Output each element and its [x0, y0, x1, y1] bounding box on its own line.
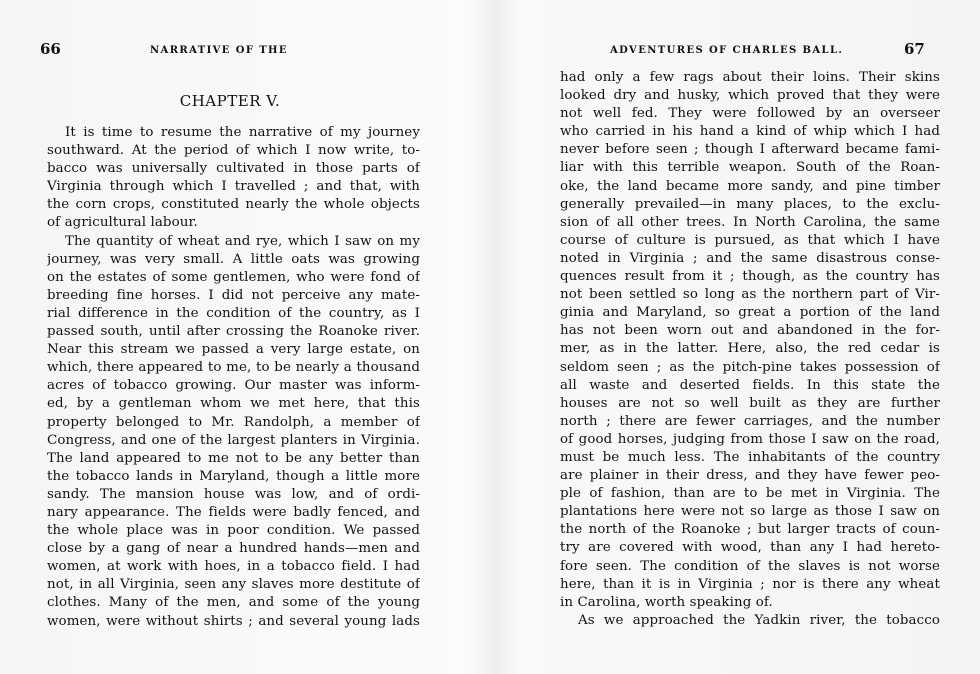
text-line: clothes. Many of the men, and some of the young: [47, 595, 420, 611]
text-line: journey, was very small. A little oats was growing: [47, 251, 420, 267]
text-line: women, were without shirts ; and several young lads: [47, 613, 420, 629]
right-page: [490, 0, 980, 674]
text-line: passed south, until after crossing the Roanoke river.: [47, 324, 420, 340]
text-line: bacco was universally cultivated in those parts of: [47, 161, 420, 177]
left-page-number: 66: [40, 40, 61, 58]
text-line: houses are not so well built as they are further: [560, 395, 940, 411]
text-line: course of culture is pursued, as that which I have: [560, 232, 940, 248]
right-running-head: ADVENTURES OF CHARLES BALL.: [610, 45, 844, 56]
text-line: the whole place was in poor condition. We passed: [47, 523, 420, 539]
text-line: the north of the Roanoke ; but larger tracts of coun-: [560, 522, 940, 538]
text-line: north ; there are fewer carriages, and the number: [560, 413, 940, 429]
right-page-text: [560, 69, 940, 630]
text-line: rial difference in the condition of the country, as I: [47, 305, 420, 321]
text-line: never before seen ; though I afterward became fami-: [560, 142, 940, 158]
text-line: nary appearance. The fields were badly fenced, and: [47, 504, 420, 520]
text-line: ple of fashion, than are to be met in Virginia. The: [560, 486, 940, 502]
chapter-title: CHAPTER V.: [179, 92, 281, 110]
text-line: Congress, and one of the largest planters in Virginia.: [47, 432, 420, 448]
text-line: The quantity of wheat and rye, which I saw on my: [65, 233, 420, 249]
text-line: who carried in his hand a kind of whip which I had: [560, 124, 940, 140]
right-page-number: 67: [904, 40, 925, 58]
text-line: the tobacco lands in Maryland, though a little more: [47, 468, 420, 484]
text-line: ginia and Maryland, so great a portion of the land: [560, 305, 940, 321]
text-line: must be much less. The inhabitants of the country: [560, 449, 940, 465]
text-line: all waste and deserted fields. In this state the: [560, 377, 940, 393]
left-running-head: NARRATIVE OF THE: [150, 45, 288, 56]
text-line: southward. At the period of which I now write, to-: [47, 143, 420, 159]
text-line: Near this stream we passed a very large estate, on: [47, 342, 420, 358]
text-line: oke, the land became more sandy, and pine timber: [560, 178, 940, 194]
left-page-text: [47, 124, 420, 631]
text-line: on the estates of some gentlemen, who were fond of: [47, 269, 420, 285]
text-line: Virginia through which I travelled ; and that, with: [47, 179, 420, 195]
text-line: women, at work with hoes, in a tobacco field. I had: [47, 559, 420, 575]
text-line: seldom seen ; as the pitch-pine takes possession of: [560, 359, 940, 375]
text-line: has not been worn out and abandoned in the for-: [560, 323, 940, 339]
text-line: property belonged to Mr. Randolph, a member of: [47, 414, 420, 430]
text-line: are plainer in their dress, and they have fewer peo-: [560, 468, 940, 484]
text-line: breeding fine horses. I did not perceive any mate-: [47, 287, 420, 303]
text-line: had only a few rags about their loins. Their skins: [560, 70, 940, 85]
text-line: liar with this terrible weapon. South of the Roan-: [560, 160, 940, 176]
text-line: mer, as in the latter. Here, also, the red cedar is: [560, 341, 940, 357]
text-line: of agricultural labour.: [47, 215, 198, 231]
text-line: generally prevailed—in many places, to the exclu-: [560, 196, 940, 212]
text-line: which, there appeared to me, to be nearly a thousand: [47, 360, 420, 376]
text-line: not, in all Virginia, seen any slaves more destitute of: [47, 577, 420, 593]
text-line: not well fed. They were followed by an overseer: [560, 106, 940, 122]
text-line: It is time to resume the narrative of my journey: [65, 125, 420, 140]
text-line: try are covered with wood, than any I had hereto-: [560, 540, 940, 556]
text-line: of good horses, judging from those I saw on the road,: [560, 431, 940, 447]
text-line: sandy. The mansion house was low, and of ordi-: [47, 486, 420, 502]
text-line: As we approached the Yadkin river, the tobacco: [578, 612, 940, 628]
text-line: the corn crops, constituted nearly the whole objects: [47, 197, 420, 213]
text-line: acres of tobacco growing. Our master was inform-: [47, 378, 420, 394]
text-line: close by a gang of near a hundred hands—men and: [47, 541, 420, 557]
text-line: fore seen. The condition of the slaves is not worse: [560, 558, 940, 574]
text-line: looked dry and husky, which proved that they were: [560, 88, 940, 104]
text-line: The land appeared to me not to be any better than: [47, 450, 420, 466]
text-line: ed, by a gentleman whom we met here, that this: [47, 396, 420, 412]
text-line: noted in Virginia ; and the same disastrous conse-: [560, 250, 940, 266]
text-line: quences result from it ; though, as the country has: [560, 269, 940, 285]
text-line: in Carolina, worth speaking of.: [560, 594, 773, 610]
text-line: not been settled so long as the northern part of Vir-: [560, 287, 940, 303]
text-line: sion of all other trees. In North Carolina, the same: [560, 214, 940, 230]
text-line: here, than it is in Virginia ; nor is there any wheat: [560, 576, 940, 592]
text-line: plantations here were not so large as those I saw on: [560, 504, 940, 520]
